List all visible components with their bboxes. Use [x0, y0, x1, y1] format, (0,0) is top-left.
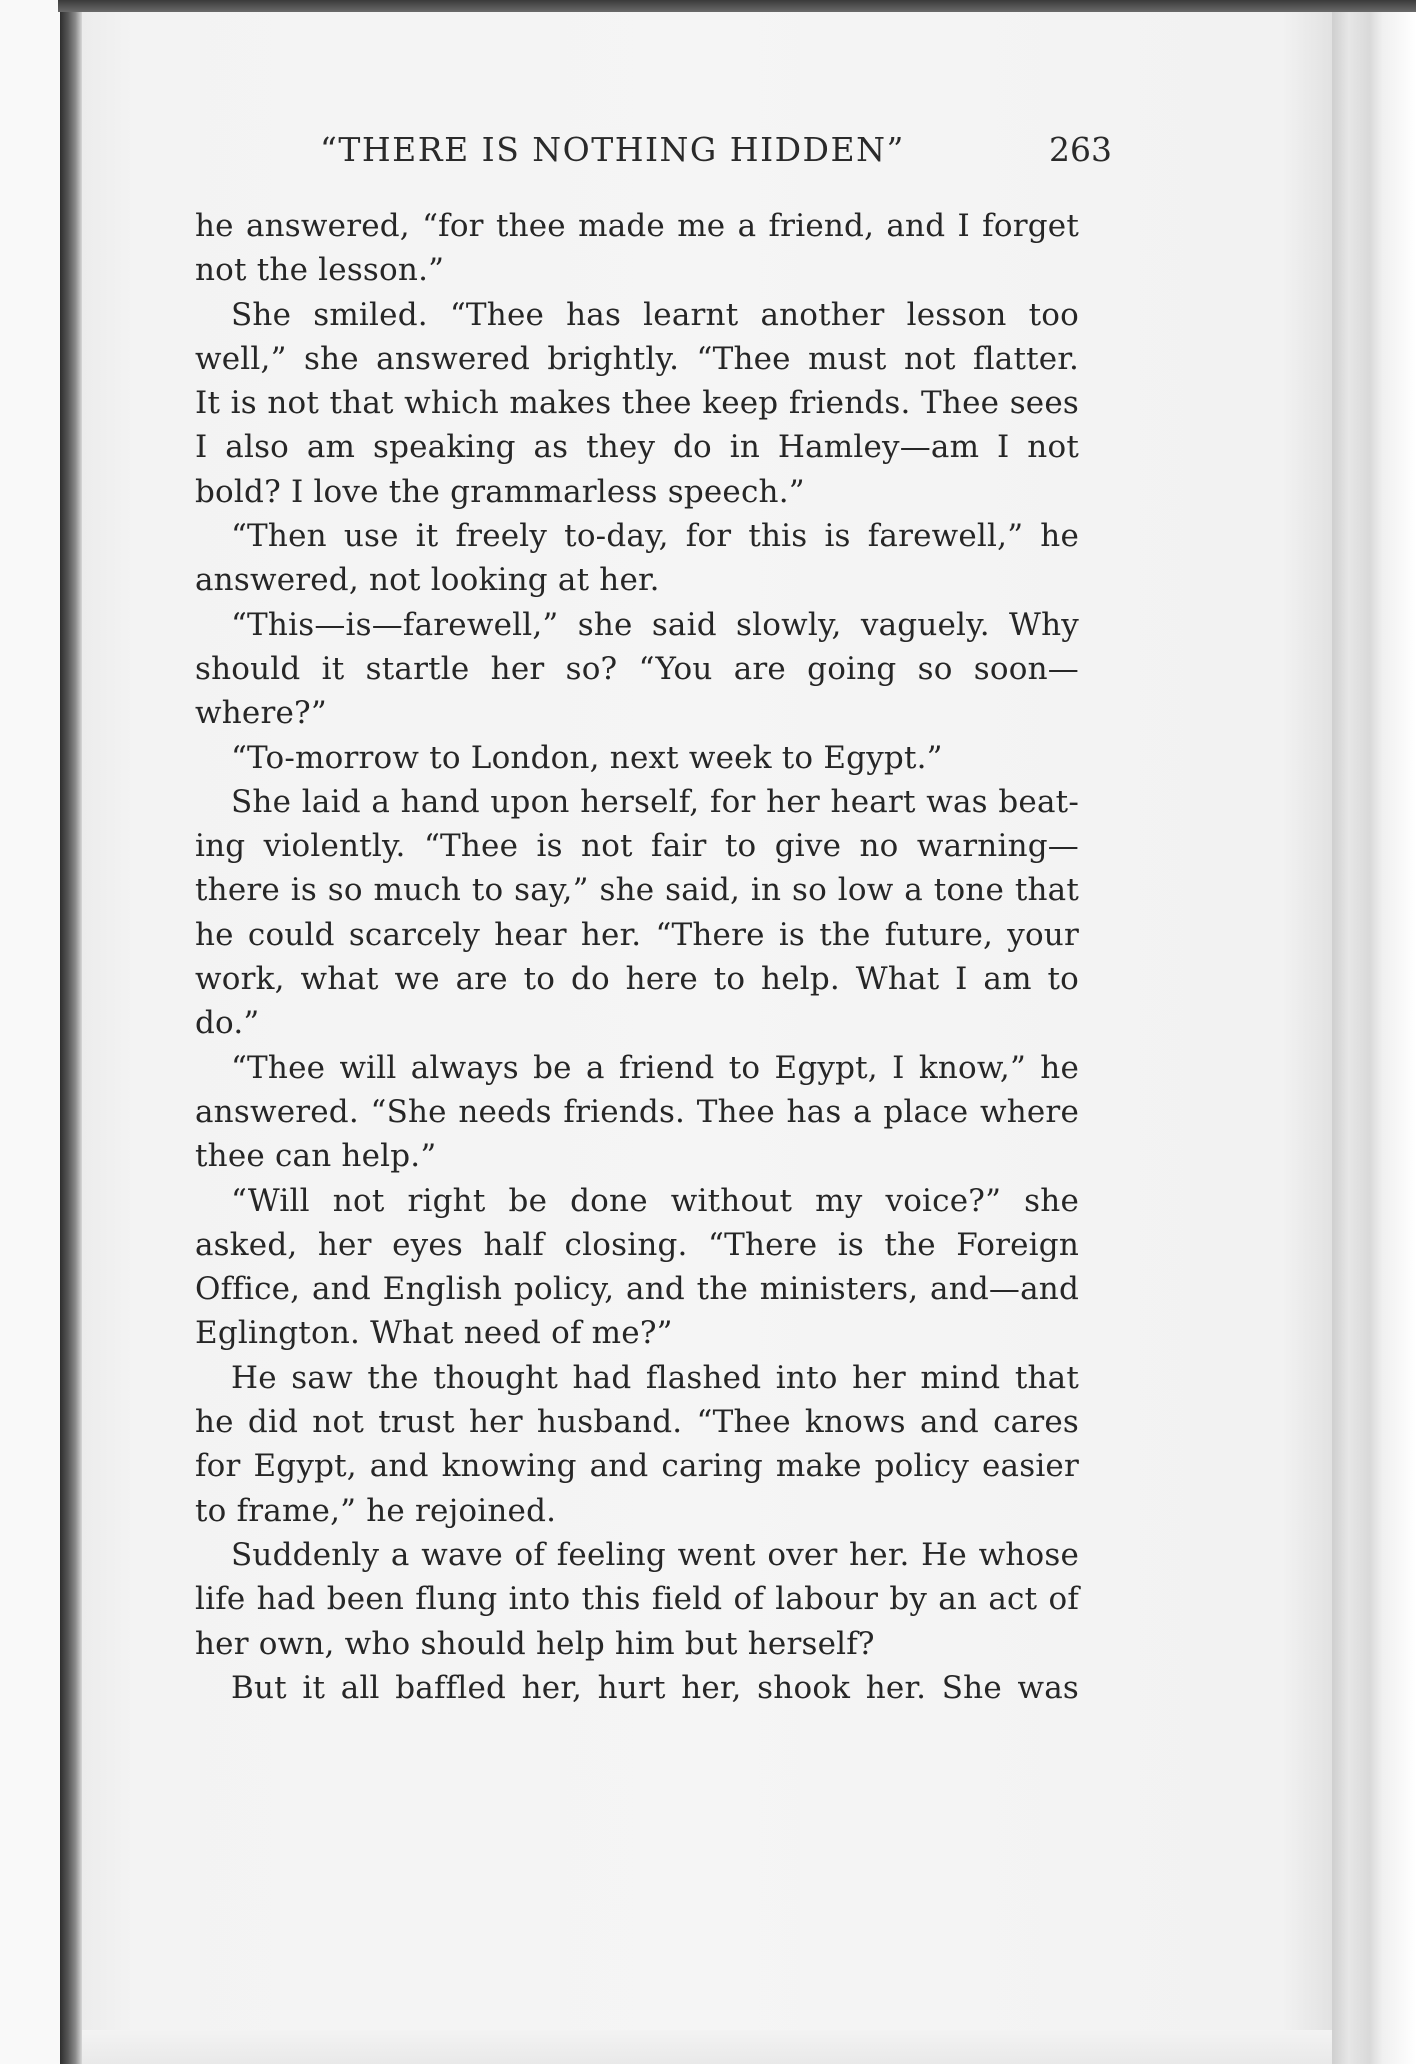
- book-binding-gutter: [60, 0, 82, 2064]
- text-line: But it all baffled her, hurt her, shook her. She was: [231, 1669, 1079, 1706]
- text-line: thee can help.”: [195, 1138, 437, 1175]
- text-line: he answered, “for thee made me a friend, and I forget: [195, 208, 1079, 244]
- text-line: there is so much to say,” she said, in so low a tone that: [195, 872, 1079, 909]
- body-text: [195, 204, 1079, 1710]
- text-line: “Thee will always be a friend to Egypt, I know,” he: [231, 1049, 1079, 1086]
- running-title: “THERE IS NOTHING HIDDEN”: [320, 130, 905, 169]
- scan-top-border: [58, 0, 1416, 12]
- text-line: not the lesson.”: [195, 252, 445, 289]
- text-line: bold? I love the grammarless speech.”: [195, 473, 805, 510]
- text-line: “Then use it freely to-day, for this is farewell,” he: [231, 518, 1079, 555]
- text-line: I also am speaking as they do in Hamley—am I not: [195, 429, 1079, 466]
- text-line: Eglington. What need of me?”: [195, 1315, 673, 1352]
- text-line: do.”: [195, 1005, 260, 1042]
- text-line: answered, not looking at her.: [195, 562, 660, 599]
- text-line: should it startle her so? “You are going so soon—: [195, 650, 1079, 687]
- page-bottom-edge: [82, 2030, 1332, 2064]
- text-line: for Egypt, and knowing and caring make policy easier: [195, 1448, 1079, 1485]
- text-line: Suddenly a wave of feeling went over her. He whose: [231, 1536, 1079, 1573]
- text-line: She laid a hand upon herself, for her heart was beat-: [231, 783, 1079, 820]
- text-line: “This—is—farewell,” she said slowly, vaguely. Why: [231, 606, 1079, 643]
- text-line: He saw the thought had flashed into her mind that: [231, 1359, 1079, 1396]
- page-right-edge: [1332, 12, 1416, 2064]
- page-number: 263: [1049, 130, 1112, 169]
- text-line: he could scarcely hear her. “There is the future, your: [195, 916, 1079, 953]
- text-line: her own, who should help him but herself?: [195, 1625, 875, 1662]
- text-line: he did not trust her husband. “Thee knows and cares: [195, 1404, 1079, 1441]
- text-line: asked, her eyes half closing. “There is the Foreign: [195, 1226, 1079, 1263]
- text-line: answered. “She needs friends. Thee has a place where: [195, 1093, 1079, 1130]
- text-line: Office, and English policy, and the ministers, and—and: [195, 1271, 1079, 1308]
- text-line: where?”: [195, 695, 327, 732]
- text-line: ing violently. “Thee is not fair to give no warning—: [195, 828, 1079, 865]
- text-line: well,” she answered brightly. “Thee must not flatter.: [195, 340, 1079, 377]
- text-line: She smiled. “Thee has learnt another lesson too: [231, 296, 1079, 333]
- text-line: “To-morrow to London, next week to Egypt.”: [231, 739, 943, 776]
- text-line: life had been flung into this field of labour by an act of: [195, 1581, 1079, 1618]
- text-line: work, what we are to do here to help. What I am to: [195, 961, 1079, 998]
- facing-page-edge: [0, 0, 60, 2064]
- text-line: It is not that which makes thee keep friends. Thee sees: [195, 385, 1079, 422]
- text-line: to frame,” he rejoined.: [195, 1492, 557, 1529]
- text-line: “Will not right be done without my voice?” she: [231, 1182, 1079, 1219]
